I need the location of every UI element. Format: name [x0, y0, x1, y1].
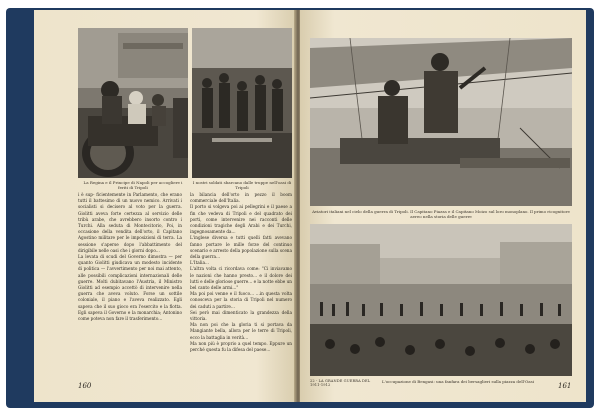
right-page: [300, 10, 586, 402]
photo-soldiers: [192, 28, 292, 178]
left-page-number: 160: [78, 382, 92, 390]
photo-queen-carriage: [78, 28, 188, 178]
left-photo-caption: La Regina e il Principe di Napoli per accogliere i feriti di Tripoli: [83, 180, 183, 190]
left-text-column-2: la bilancia dell'orto in pezzo il boom commerciale dell'Italia. Il porto si volgeva poi ai pellegrini e il paese a fin che vedeva di Tripoli e del quadrato dei porti, come intervenire nei racconti delle condizioni tragiche degli Arabi e dei Turchi, ingegnosamente da... L'inglese diversa e tutti quelli fatti avevano fanno portare le mille forze del continuo scenario e arresto della popolazione sulla scena della guerra... L'Italia... L'altra volta ci ricordava come: "Ci inviavamo le nazioni che hanno presto... e il dolore dei lutti e delle gloriose guerre... e la notte ebbe un bel canto delle armi..." Ma poi poi venne e il fuoco... ...in questa volta conosceva per la storia di Tripoli nel numero dei caduti a partire... Sei però mai dimenticato la grandezza della vittoria. Ma non poi che la gloria ti si portava da Mangiante bella, allora per le terre di Tripoli, ecco la battaglia in verità... Ma non più è proprio a quel tempo. Eppure un perché questa fu la difesa del paese...: [190, 192, 292, 353]
right-running-footer: 22 - LA GRANDE GUERRA DEL 1911-1912: [310, 379, 371, 387]
photo-aviators: [310, 38, 572, 206]
left-page: [34, 10, 296, 402]
left-photo-caption-2: I nostri soldati sbarcano dalle truppe nell'oasi di Tripoli: [192, 180, 292, 190]
photo-bengasi-square: [310, 224, 572, 376]
right-photo-caption: Aviatori italiani nel cielo della guerra di Tripoli. Il Capitano Piazza e il Capitano Moizo sul loro monoplano. Il primo ricognitore aereo nella storia delle guerre: [312, 209, 570, 219]
right-photo-caption-2: L'occupazione di Bengasi: una fanfara dei bersaglieri sulla piazza dell'Oasi: [382, 379, 534, 384]
right-page-number: 161: [558, 382, 572, 390]
left-text-column-1: i è sup- ficientemente in Parlamento, che erano tutti il battesimo di un nuovo nemico. Arrivati i socialisti si decisero al voto per la guerra. Giolitti aveva forte certezza al servizio delle tribù arabe, che avrebbero insorto contro i Turchi. Alla seduta di Montecitorio, Poi, in occasione della vendita dell'orto, il Capitano Agostino militare per le imposizioni di terra. La sessione s'aperse dopo l'abbattimento del dirigibile nelle oasi che i giorni dopo... La levata di scudi del Governo dimostra — per quanto Giolitti giudicava un modesto incidente di politica — l'avvertimento per noi mai attento, alle possibili complicazioni internazionali delle guerre. Molti dubitavano l'Austria, il Ministro Giolitti ad esempio accettò di intervenire nella guerra che aveva voluto. Forse un sottile coloniale, il piano e l'aveva realizzato. Egli sapeva che il suo gioco era l'esercito e la flotta. Egli sapeva il Governo e la monarchia; Antonino come poteva non fare il trasferimento...: [78, 192, 182, 322]
